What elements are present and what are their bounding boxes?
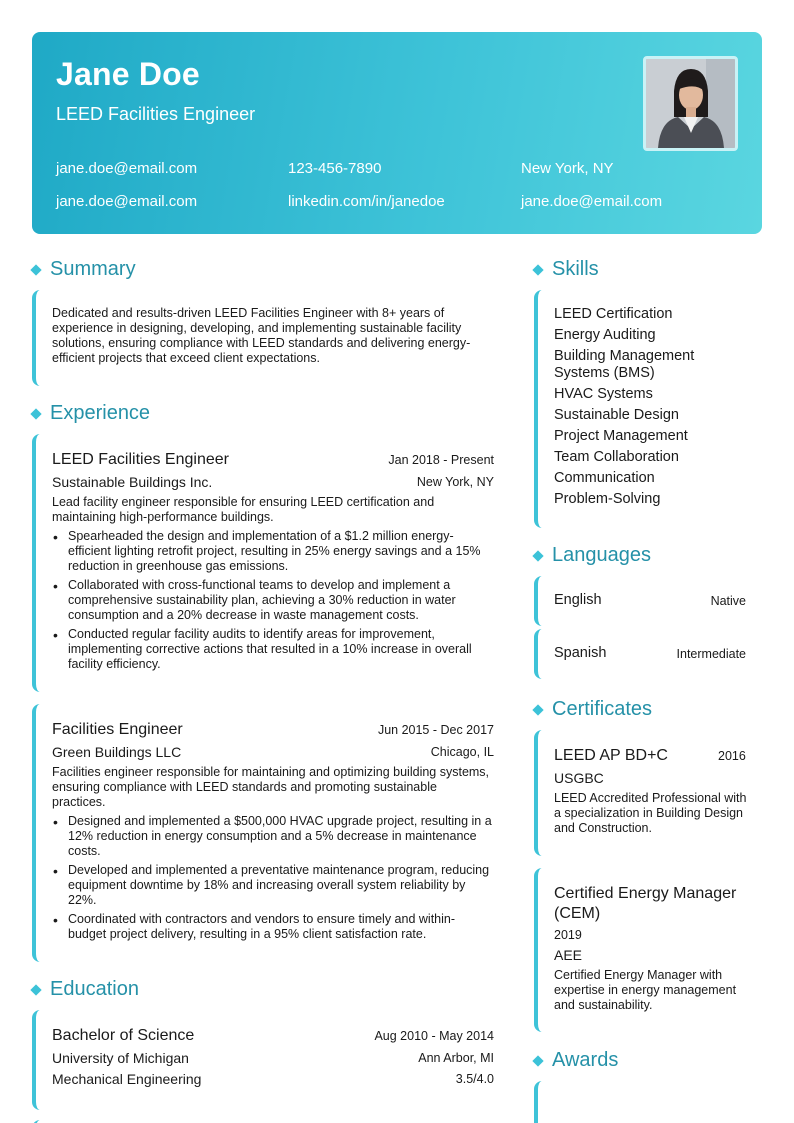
education-gpa: 3.5/4.0 [455, 1072, 494, 1086]
list-item: • Collaborated with cross-functional teams to develop and implement a comprehensive sustainability plan, achieving a 30% reduction in water consumption and a 20% decrease in waste management costs. [52, 578, 492, 623]
diamond-icon [30, 984, 41, 995]
certificate-description: LEED Accredited Professional with a specialization in Building Design and Construction. [554, 791, 747, 835]
certificate-org: AEE [554, 947, 583, 963]
job-location: Chicago, IL [430, 745, 494, 759]
certificate-year: 2016 [718, 749, 746, 763]
candidate-title: LEED Facilities Engineer [56, 104, 256, 124]
list-item: • Developed and implemented a preventative maintenance program, reducing equipment downtime by 18% and increasing overall system reliability by 22%. [52, 863, 492, 908]
diamond-icon [532, 704, 543, 715]
contact-email[interactable]: jane.doe@email.com [56, 160, 198, 177]
education-major: Mechanical Engineering [52, 1071, 202, 1087]
language-name: English [554, 592, 602, 608]
education-location: Ann Arbor, MI [418, 1051, 494, 1065]
experience-heading [30, 402, 150, 425]
certificate-name: Certified Energy Manager (CEM) [554, 885, 737, 922]
certificates-heading-label: Certificates [552, 698, 653, 720]
awards-heading-label: Awards [552, 1049, 619, 1071]
contact-location: New York, NY [521, 160, 614, 177]
education-heading [30, 978, 139, 1001]
contact-email-3[interactable]: jane.doe@email.com [521, 193, 663, 210]
skills-heading-label: Skills [552, 258, 599, 280]
diamond-icon [30, 264, 41, 275]
skill-item: Team Collaboration [554, 449, 679, 465]
education-heading-label: Education [50, 978, 139, 1000]
resume-header [32, 32, 762, 234]
list-item: • Conducted regular facility audits to identify areas for improvement, implementing corrective actions that resulted in a 10% increase in overall facility efficiency. [52, 627, 492, 672]
profile-photo [643, 56, 738, 151]
diamond-icon [532, 550, 543, 561]
diamond-icon [30, 408, 41, 419]
summary-heading [30, 258, 136, 281]
certificate-org: USGBC [554, 770, 604, 786]
list-item: • Coordinated with contractors and vendors to ensure timely and within-budget project delivery, resulting in a 95% client satisfaction rate. [52, 912, 492, 942]
job-dates: Jun 2015 - Dec 2017 [377, 723, 494, 737]
job-description: Facilities engineer responsible for maintaining and optimizing building systems, ensuring compliance with LEED standards and promoting sustainable practices. [52, 765, 490, 809]
language-name: Spanish [554, 645, 607, 661]
job-bullets [52, 814, 492, 946]
certificate-description: Certified Energy Manager with expertise in energy management and sustainability. [554, 968, 737, 1012]
education-dates: Aug 2010 - May 2014 [374, 1029, 494, 1043]
skill-item: Building Management Systems (BMS) [554, 348, 695, 381]
skill-item: Communication [554, 470, 655, 486]
job-bullets [52, 529, 492, 676]
contact-email-2[interactable]: jane.doe@email.com [56, 193, 198, 210]
awards-heading [532, 1049, 618, 1072]
job-description: Lead facility engineer responsible for ensuring LEED certification and maintaining high-performance buildings. [52, 495, 435, 524]
experience-heading-label: Experience [50, 402, 151, 424]
skills-heading [532, 258, 599, 281]
diamond-icon [532, 264, 543, 275]
language-level: Intermediate [676, 647, 746, 661]
certificate-year: 2019 [554, 928, 582, 942]
skill-item: Sustainable Design [554, 407, 679, 423]
job-title: LEED Facilities Engineer [52, 451, 229, 468]
skill-item: LEED Certification [554, 306, 673, 322]
skill-item: Energy Auditing [554, 327, 656, 343]
education-degree: Bachelor of Science [52, 1027, 195, 1044]
contact-linkedin[interactable]: linkedin.com/in/janedoe [288, 193, 445, 210]
list-item: • Spearheaded the design and implementation of a $1.2 million energy-efficient lighting retrofit project, resulting in 25% energy savings and a 15% reduction in greenhouse gas emissions. [52, 529, 492, 574]
skill-item: HVAC Systems [554, 386, 653, 402]
job-dates: Jan 2018 - Present [388, 453, 494, 467]
awards-card [534, 1081, 762, 1123]
summary-heading-label: Summary [50, 258, 136, 280]
skill-item: Problem-Solving [554, 491, 661, 507]
profile-photo-icon [646, 59, 735, 148]
summary-text: Dedicated and results-driven LEED Facilities Engineer with 8+ years of experience in designing, developing, and implementing sustainable facility solutions, ensuring compliance with LEED standards and delivering energy-efficient projects that exceed client expectations. [52, 306, 471, 365]
job-title: Facilities Engineer [52, 721, 183, 738]
candidate-name: Jane Doe [56, 56, 200, 92]
contact-phone[interactable]: 123-456-7890 [288, 160, 382, 177]
diamond-icon [532, 1055, 543, 1066]
certificates-heading [532, 698, 652, 721]
job-company: Green Buildings LLC [52, 744, 182, 760]
languages-heading [532, 544, 651, 567]
languages-heading-label: Languages [552, 544, 651, 566]
job-company: Sustainable Buildings Inc. [52, 474, 213, 490]
education-school: University of Michigan [52, 1050, 189, 1066]
language-level: Native [710, 594, 746, 608]
list-item: • Designed and implemented a $500,000 HVAC upgrade project, resulting in a 12% reduction in energy consumption and a 5% decrease in maintenance costs. [52, 814, 492, 859]
certificate-name: LEED AP BD+C [554, 747, 668, 764]
skill-item: Project Management [554, 428, 688, 444]
job-location: New York, NY [416, 475, 494, 489]
